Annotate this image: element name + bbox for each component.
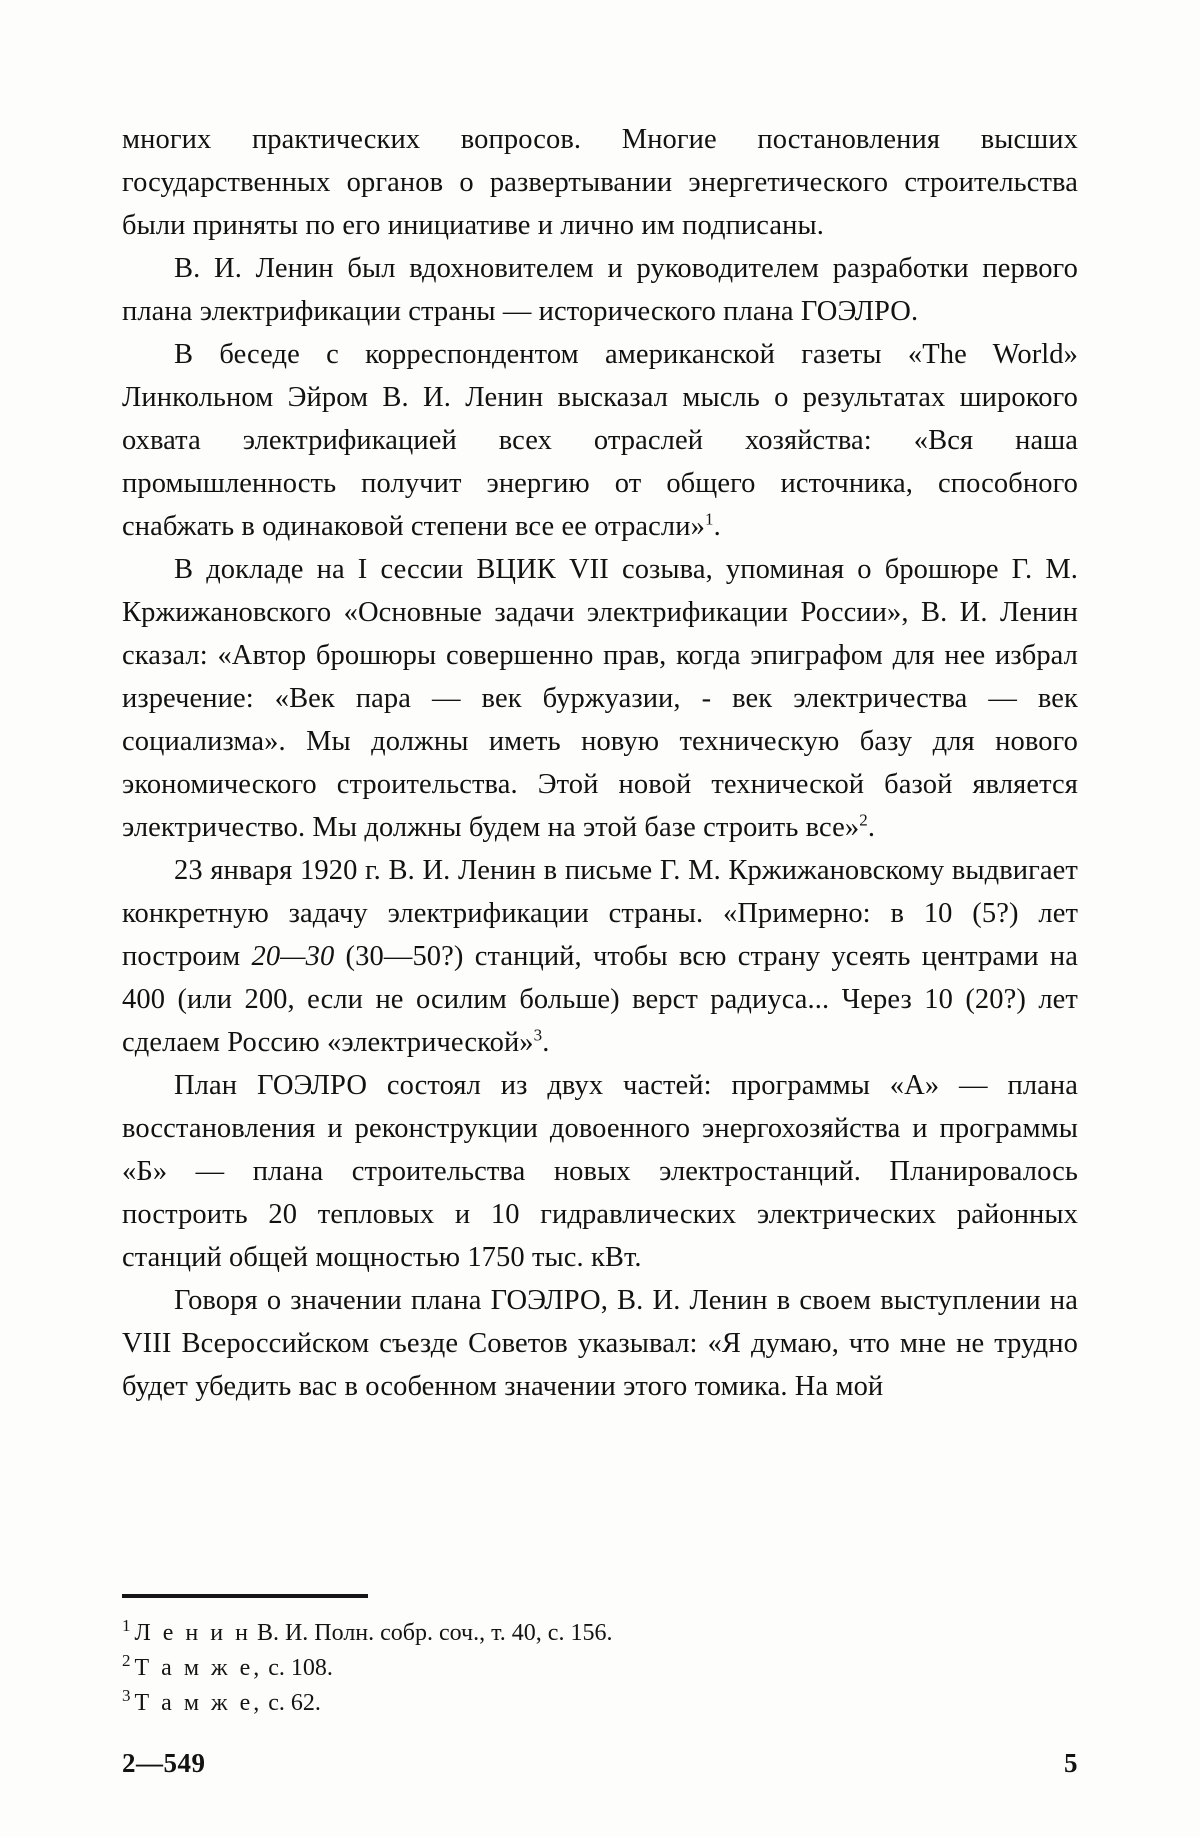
paragraph: В докладе на I сессии ВЦИК VII созыва, упоминая о брошюре Г. М. Кржижановского «Основные задачи электрификации России», В. И. Ленин сказал: «Автор брошюры совершенно прав, когда эпиграфом для нее избрал изречение: «Век пара — век буржуазии, - век электричества — век социализма». Мы должны иметь новую техническую базу для нового экономического строительства. Этой новой технической базой является электричество. Мы должны будем на этой базе строить все»$^2$. [122, 554, 1078, 843]
paragraph: 23 января 1920 г. В. И. Ленин в письме Г. М. Кржижановскому выдвигает конкретную задачу электрификации страны. «Примерно: в 10 (5?) лет построим 20—30 (30—50?) станций, чтобы всю страну усеять центрами на 400 (или 200, если не осилим больше) верст радиуса... Через 10 (20?) лет сделаем Россию «электрической»$^3$. [122, 855, 1078, 1058]
footnote-ref: 3 [533, 1025, 543, 1045]
footnote-marker: 2 [122, 1651, 131, 1670]
body-text-column [122, 118, 1078, 1408]
paragraph: многих практических вопросов. Многие постановления высших государственных органов о развертывании энергетического строительства были приняты по его инициативе и лично им подписаны. [122, 124, 1078, 241]
paragraph: В. И. Ленин был вдохновителем и руководителем разработки первого плана электрификации страны — исторического плана ГОЭЛРО. [122, 253, 1078, 327]
emphasis-text: 20—30 [251, 941, 335, 972]
footnote-text: с. 62. [262, 1690, 321, 1716]
footnote-marker: 3 [122, 1686, 131, 1705]
footnote-ref: 2 [859, 810, 868, 830]
footnote-author: Л е н и н [134, 1620, 251, 1646]
footnote-text: В. И. Полн. собр. соч., т. 40, с. 156. [250, 1620, 613, 1646]
paragraph: В беседе с корреспондентом американской газеты «The World» Линкольном Эйром В. И. Ленин высказал мысль о результатах широкого охвата электрификацией всех отраслей хозяйства: «Вся наша промышленность получит энергию от общего источника, способного снабжать в одинаковой степени все ее отрасли»$^1$. [122, 339, 1078, 542]
signature-mark: 2—549 [122, 1748, 206, 1778]
footnote-item [122, 1651, 1078, 1686]
page-footer [122, 1748, 1078, 1779]
footnote-item [122, 1686, 1078, 1721]
paragraph: Говоря о значении плана ГОЭЛРО, В. И. Ленин в своем выступлении на VIII Всероссийском съезде Советов указывал: «Я думаю, что мне не трудно будет убедить вас в особенном значении этого томика. На мой [122, 1285, 1078, 1402]
footnote-separator [122, 1594, 368, 1598]
footnotes-block [122, 1616, 1078, 1721]
page-number: 5 [1064, 1748, 1078, 1778]
paragraph: План ГОЭЛРО состоял из двух частей: программы «А» — плана восстановления и реконструкции довоенного энергохозяйства и программы «Б» — плана строительства новых электростанций. Планировалось построить 20 тепловых и 10 гидравлических электрических районных станций общей мощностью 1750 тыс. кВт. [122, 1070, 1078, 1273]
footnote-author: Т а м ж е, [134, 1655, 263, 1681]
footnote-marker: 1 [122, 1616, 131, 1635]
footnote-text: с. 108. [262, 1655, 333, 1681]
footnote-ref: 1 [704, 509, 714, 529]
footnote-item [122, 1616, 1078, 1651]
footnote-author: Т а м ж е, [134, 1690, 263, 1716]
